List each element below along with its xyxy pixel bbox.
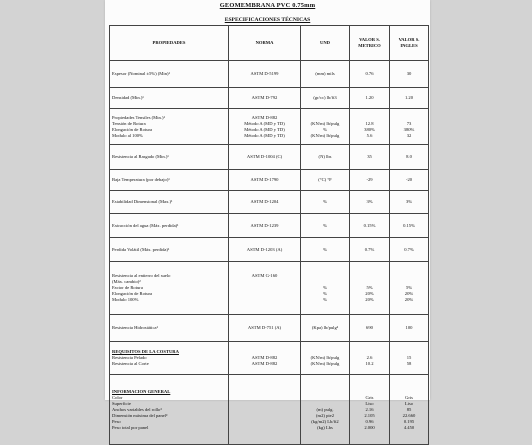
unit-cell bbox=[301, 262, 350, 315]
metric-value-cell bbox=[350, 191, 390, 214]
metric-value-cell-line: 12.8 bbox=[365, 120, 374, 126]
norm-cell-line: Método A (MD y TD) bbox=[244, 126, 285, 132]
norm-cell bbox=[229, 170, 301, 191]
unit-cell-line: % bbox=[323, 199, 327, 204]
property-cell bbox=[110, 145, 229, 170]
table-row bbox=[110, 262, 429, 315]
unit-cell bbox=[301, 238, 350, 262]
english-value-cell bbox=[390, 214, 429, 238]
metric-value-cell bbox=[350, 170, 390, 191]
table-row bbox=[110, 315, 429, 342]
english-value-cell-line: 0.15% bbox=[403, 222, 415, 228]
unit-cell-line: (kg/m2) Lb/ft2 bbox=[311, 418, 339, 424]
header-properties: PROPIEDADES bbox=[110, 26, 229, 61]
norm-cell-line: ASTM D-751 (A) bbox=[247, 325, 282, 330]
header-norm: NORMA bbox=[229, 26, 301, 61]
unit-cell-line: % bbox=[323, 285, 327, 290]
norm-cell-line: ASTM D-1004 (C) bbox=[246, 154, 283, 159]
metric-value-cell-line: 0.15% bbox=[363, 222, 376, 228]
table-row bbox=[110, 214, 429, 238]
english-value-cell-line: 380% bbox=[403, 126, 415, 132]
english-value-cell bbox=[390, 238, 429, 262]
property-cell-line: Espesor (Nominal ±5%) (Min)¹ bbox=[112, 71, 170, 76]
norm-cell-line: ASTM D-1239 bbox=[250, 222, 279, 228]
metric-value-cell bbox=[350, 214, 390, 238]
document-title: GEOMEMBRANA PVC 0.75mm bbox=[219, 2, 316, 9]
metric-value-cell-line: 0.96 bbox=[365, 418, 374, 424]
unit-cell-line: (gr/cc) lb/ft3 bbox=[313, 95, 337, 100]
metric-value-cell-line: Gris bbox=[365, 394, 374, 400]
unit-cell-line: % bbox=[323, 291, 327, 296]
norm-cell-line bbox=[231, 425, 298, 431]
table-row bbox=[110, 238, 429, 262]
property-cell-line: Modulo al 100% bbox=[112, 132, 143, 138]
english-value-cell bbox=[390, 109, 429, 145]
norm-cell-line: Método A (MD y TD) bbox=[244, 132, 285, 138]
unit-cell-line: % bbox=[323, 297, 327, 302]
metric-value-cell bbox=[350, 88, 390, 109]
metric-value-cell-line: 380% bbox=[364, 126, 375, 132]
property-cell bbox=[110, 170, 229, 191]
english-value-cell-line: 32 bbox=[406, 132, 412, 138]
property-cell-line: INFORMACION GENERAL bbox=[112, 388, 171, 394]
metric-value-cell-line: 35 bbox=[367, 154, 372, 159]
norm-cell bbox=[229, 61, 301, 88]
metric-value-cell-line: 20% bbox=[365, 297, 374, 302]
english-value-cell-line: 4.450 bbox=[403, 424, 415, 430]
property-cell-line: Peso bbox=[112, 418, 121, 424]
unit-cell-line: % bbox=[323, 246, 327, 252]
english-value-cell bbox=[390, 145, 429, 170]
metric-value-cell bbox=[350, 342, 390, 375]
unit-cell bbox=[301, 191, 350, 214]
norm-cell bbox=[229, 262, 301, 315]
property-cell-line: Densidad (Min.)¹ bbox=[112, 95, 144, 100]
norm-cell-line: ASTM G-160 bbox=[251, 273, 278, 278]
property-cell bbox=[110, 342, 229, 375]
table-row bbox=[110, 342, 429, 375]
norm-cell-line: ASTM D-882 bbox=[251, 361, 278, 366]
property-cell-line: REQUISITOS DE LA COSTURA bbox=[112, 349, 179, 354]
property-cell-line: Tensión de Rotura bbox=[112, 120, 146, 126]
norm-cell-line: ASTM D-792 bbox=[251, 95, 278, 100]
english-value-cell bbox=[390, 88, 429, 109]
unit-cell-line: (KN/m) lb/pulg bbox=[310, 361, 340, 366]
metric-value-cell bbox=[350, 145, 390, 170]
norm-cell-line: ASTM D-882 bbox=[251, 114, 278, 120]
unit-cell bbox=[301, 315, 350, 342]
english-value-cell-line: 3% bbox=[405, 199, 413, 204]
metric-value-cell-line: 1.20 bbox=[365, 95, 374, 100]
metric-value-cell-line: 690 bbox=[366, 325, 373, 330]
norm-cell bbox=[229, 315, 301, 342]
norm-cell-line: Método A (MD y TD) bbox=[244, 120, 285, 126]
table-row bbox=[110, 145, 429, 170]
english-value-cell bbox=[390, 342, 429, 375]
table-row bbox=[110, 61, 429, 88]
unit-cell bbox=[301, 214, 350, 238]
metric-value-cell-line: 3% bbox=[366, 199, 373, 204]
unit-cell bbox=[301, 109, 350, 145]
english-value-cell-line: 8.0 bbox=[406, 154, 412, 159]
spec-table bbox=[109, 25, 429, 445]
norm-cell bbox=[229, 214, 301, 238]
metric-value-cell-line: 5% bbox=[366, 285, 373, 290]
english-value-cell-line: 20% bbox=[404, 297, 414, 302]
property-cell-line: Color bbox=[112, 394, 123, 400]
norm-cell bbox=[229, 342, 301, 375]
norm-cell bbox=[229, 145, 301, 170]
metric-value-cell-line: -29 bbox=[366, 177, 373, 182]
english-value-cell-line: 1.20 bbox=[404, 95, 414, 100]
table-row bbox=[110, 170, 429, 191]
property-cell bbox=[110, 109, 229, 145]
property-cell bbox=[110, 191, 229, 214]
table-row bbox=[110, 88, 429, 109]
norm-cell-line: ASTM D-1203 (A) bbox=[246, 246, 283, 252]
english-value-cell bbox=[390, 170, 429, 191]
metric-value-cell-line: 10.2 bbox=[365, 361, 374, 366]
english-value-cell bbox=[390, 315, 429, 342]
english-value-cell bbox=[390, 375, 429, 445]
norm-cell bbox=[229, 88, 301, 109]
unit-cell-line: (°C) °F bbox=[318, 177, 332, 182]
property-cell bbox=[110, 262, 229, 315]
norm-cell-line: ASTM D-1790 bbox=[250, 177, 279, 182]
property-cell-line: Perdida Volátil (Máx. perdida)¹ bbox=[112, 246, 170, 252]
english-value-cell bbox=[390, 191, 429, 214]
document-page bbox=[105, 0, 430, 430]
english-value-cell-line: 73 bbox=[406, 120, 412, 126]
unit-cell bbox=[301, 88, 350, 109]
english-value-cell-line: Gris bbox=[405, 394, 413, 400]
norm-cell-line: ASTM D-5199 bbox=[250, 71, 279, 76]
metric-value-cell bbox=[350, 61, 390, 88]
metric-value-cell-line: 5.6 bbox=[366, 132, 373, 138]
english-value-cell-line: 0.195 bbox=[403, 418, 415, 424]
metric-value-cell-line: Liso bbox=[365, 400, 374, 406]
norm-cell-line bbox=[231, 297, 298, 303]
english-value-cell bbox=[390, 61, 429, 88]
english-value-cell-line: 85 bbox=[406, 406, 412, 412]
metric-value-cell bbox=[350, 109, 390, 145]
property-cell-line: Modulo 100% bbox=[112, 297, 139, 302]
property-cell bbox=[110, 61, 229, 88]
norm-cell bbox=[229, 375, 301, 445]
property-cell-line: Anchos variables del rollo³ bbox=[112, 406, 162, 412]
unit-cell-line: (m) pulg. bbox=[316, 406, 334, 412]
english-value-cell-line: 30 bbox=[406, 71, 412, 76]
metric-value-cell-line: 0.76 bbox=[365, 71, 374, 76]
property-cell-line: Baja Temperatura (por debajo)¹ bbox=[112, 177, 170, 182]
table-row bbox=[110, 191, 429, 214]
property-cell-line: Elongación de Rotura bbox=[112, 126, 153, 132]
english-value-cell-line: 22.660 bbox=[402, 412, 416, 418]
english-value-cell-line: 100 bbox=[405, 325, 413, 330]
table-row bbox=[110, 109, 429, 145]
header-metric-value: VALOR S. METRICO bbox=[350, 26, 390, 61]
unit-cell bbox=[301, 375, 350, 445]
property-cell-line: (Máx. cambio)² bbox=[112, 279, 141, 284]
norm-cell bbox=[229, 238, 301, 262]
property-cell-line: Superficie bbox=[112, 400, 131, 406]
table-row bbox=[110, 375, 429, 445]
metric-value-cell-line: 2.16 bbox=[365, 406, 374, 412]
unit-cell-line: (KN/m) lb/pulg bbox=[310, 120, 340, 126]
unit-cell-line: % bbox=[323, 126, 327, 132]
english-value-cell-line: Liso bbox=[404, 400, 414, 406]
norm-cell-line: ASTM D-1204 bbox=[250, 199, 279, 204]
english-value-cell-line: 0.7% bbox=[404, 246, 414, 252]
unit-cell-line: (kg) Lbs bbox=[317, 424, 333, 430]
property-cell-line: Estabilidad Dimensional (Max.)¹ bbox=[112, 199, 173, 204]
property-cell bbox=[110, 214, 229, 238]
property-cell-line: Resistencia Hidrostática¹ bbox=[112, 325, 158, 330]
unit-cell bbox=[301, 145, 350, 170]
property-cell-line: Propiedades Tensiles (Min.)¹ bbox=[112, 114, 165, 120]
header-english-value: VALOR S. INGLES bbox=[390, 26, 429, 61]
english-value-cell-line: 15 bbox=[406, 355, 412, 360]
property-cell-line: Resistencia al entierro del suelo bbox=[112, 273, 171, 278]
english-value-cell-line: 5% bbox=[405, 285, 413, 290]
metric-value-cell-line: 2.000 bbox=[364, 424, 375, 430]
metric-value-cell-line: 20% bbox=[365, 291, 374, 296]
property-cell-line: Resistencia al Corte bbox=[112, 361, 149, 366]
unit-cell-line: (KN/m) lb/pulg bbox=[310, 355, 340, 360]
english-value-cell-line: 58 bbox=[406, 361, 412, 366]
english-value-cell-line: -20 bbox=[405, 177, 413, 182]
header-unit: UND bbox=[301, 26, 350, 61]
unit-cell-line: % bbox=[323, 222, 327, 228]
metric-value-cell-line: 0.7% bbox=[364, 246, 375, 252]
unit-cell-line: (mm) mils bbox=[315, 71, 335, 76]
english-value-cell bbox=[390, 262, 429, 315]
property-cell-line: Dimensión máxima del panel³ bbox=[112, 412, 168, 418]
unit-cell bbox=[301, 342, 350, 375]
unit-cell-line: (N) lbs bbox=[318, 154, 332, 159]
property-cell-line: Resistencia al Rasgado (Min.)¹ bbox=[112, 154, 169, 159]
norm-cell bbox=[229, 191, 301, 214]
property-cell-line: Resistencia Pelado bbox=[112, 355, 147, 360]
norm-cell-line: ASTM D-882 bbox=[251, 355, 278, 360]
property-cell bbox=[110, 88, 229, 109]
metric-value-cell bbox=[350, 375, 390, 445]
property-cell bbox=[110, 375, 229, 445]
unit-cell-line: (KN/m) lb/pulg bbox=[310, 132, 340, 138]
property-cell-line: Elongación de Rotura bbox=[112, 291, 153, 296]
property-cell bbox=[110, 315, 229, 342]
metric-value-cell bbox=[350, 238, 390, 262]
property-cell-line: Factor de Rotura bbox=[112, 285, 143, 290]
property-cell bbox=[110, 238, 229, 262]
metric-value-cell-line: 2.105 bbox=[364, 412, 375, 418]
document-subtitle: ESPECIFICACIONES TÉCNICAS bbox=[224, 17, 311, 23]
table-body bbox=[110, 61, 429, 445]
metric-value-cell-line: 2.6 bbox=[366, 355, 373, 360]
english-value-cell-line: 20% bbox=[404, 291, 414, 296]
metric-value-cell bbox=[350, 315, 390, 342]
unit-cell-line: (Kpa) lb/pulg² bbox=[311, 325, 339, 330]
property-cell-line: Peso total por panel bbox=[112, 424, 149, 430]
property-cell-line: Extracción del agua (Máx. perdida)¹ bbox=[112, 222, 179, 228]
unit-cell-line: (m2) pie2 bbox=[316, 412, 334, 418]
unit-cell bbox=[301, 170, 350, 191]
unit-cell bbox=[301, 61, 350, 88]
metric-value-cell bbox=[350, 262, 390, 315]
table-header-row bbox=[110, 26, 429, 61]
norm-cell bbox=[229, 109, 301, 145]
